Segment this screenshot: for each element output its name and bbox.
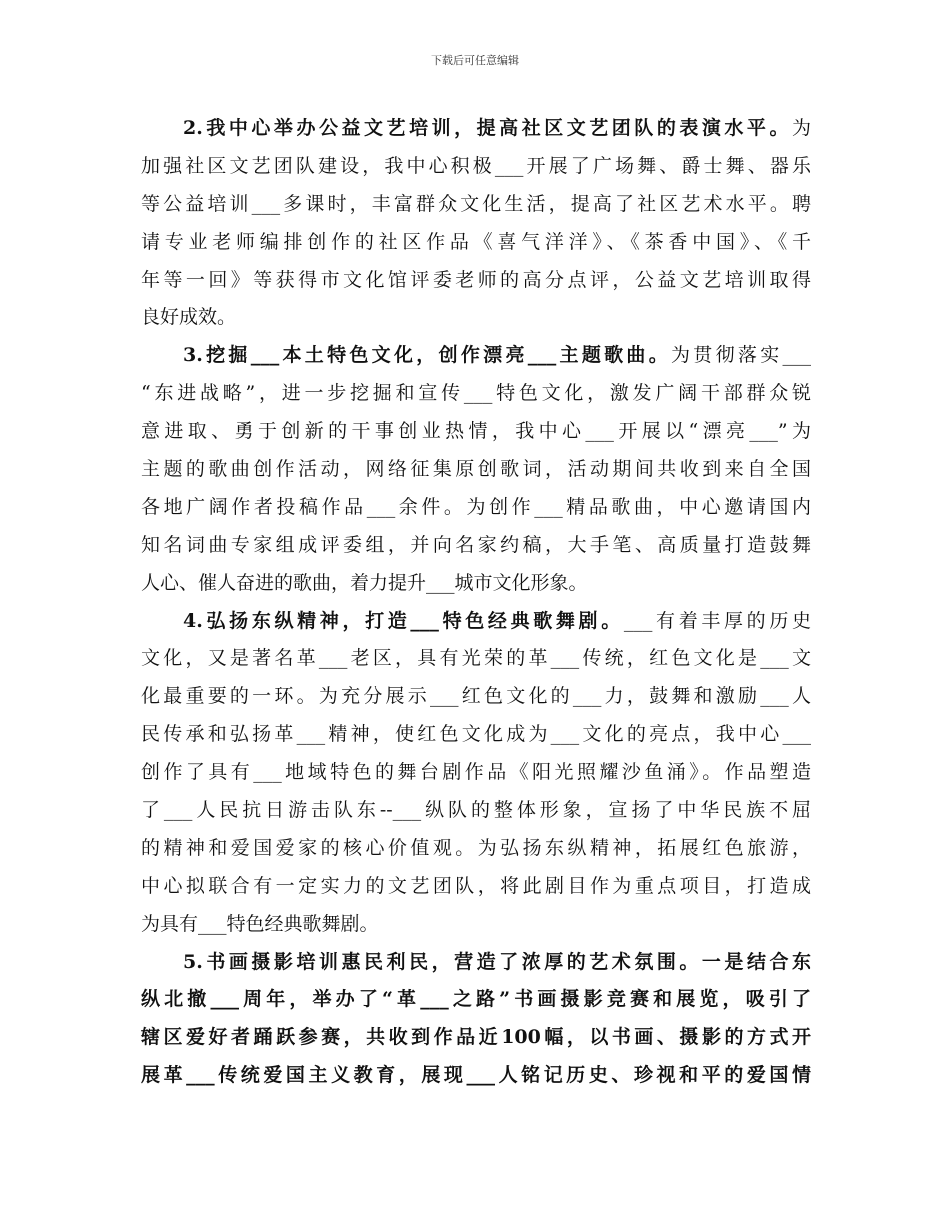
text-line <box>141 451 811 489</box>
text-line <box>141 148 811 186</box>
text-segment: 主题的歌曲创作活动，网络征集原创歌词，活动期间共收到来自全国 <box>141 458 811 481</box>
text-line <box>141 640 811 678</box>
text-segment: 各地广阔作者投稿作品___余件。为创作___精品歌曲，中心邀请国内 <box>141 495 811 518</box>
paragraph <box>141 944 811 1096</box>
text-segment: 化最重要的一环。为充分展示___红色文化的___力，鼓舞和激励___人 <box>141 685 811 708</box>
text-line <box>141 527 811 565</box>
text-segment: 加强社区文艺团队建设，我中心积极___开展了广场舞、爵士舞、器乐 <box>141 154 811 177</box>
text-segment: 人心、催人奋进的歌曲，着力提升___城市文化形象。 <box>141 571 588 594</box>
text-segment: 意进取、勇于创新的干事创业热情，我中心___开展以“漂亮___”为 <box>141 420 811 443</box>
text-segment: 创作了具有___地域特色的舞台剧作品《阳光照耀沙鱼涌》。作品塑造 <box>141 761 811 784</box>
paragraph <box>141 110 811 337</box>
text-segment: 为具有___特色经典歌舞剧。 <box>141 912 379 935</box>
text-line <box>141 944 811 982</box>
text-segment: 文化，又是著名革___老区，具有光荣的革___传统，红色文化是___文 <box>141 647 811 670</box>
text-line <box>141 337 811 375</box>
text-line <box>141 224 811 262</box>
bold-text-segment: 展革___传统爱国主义教育，展现___人铭记历史、珍视和平的爱国情 <box>141 1064 811 1087</box>
text-segment: 为 <box>791 117 811 139</box>
text-line <box>141 375 811 413</box>
text-line <box>141 792 811 830</box>
bold-text-segment: 辖区爱好者踊跃参赛，共收到作品近100幅，以书画、摄影的方式开 <box>141 1026 811 1049</box>
text-line <box>141 603 811 641</box>
bold-text-segment: 2.我中心举办公益文艺培训，提高社区文艺团队的表演水平。 <box>183 117 792 139</box>
bold-text-segment: 4.弘扬东纵精神，打造___特色经典歌舞剧。 <box>183 609 624 632</box>
text-segment: 的精神和爱国爱家的核心价值观。为弘扬东纵精神，拓展红色旅游， <box>141 836 811 859</box>
document-body <box>141 110 811 1095</box>
bold-text-segment: 3.挖掘___本土特色文化，创作漂亮___主题歌曲。 <box>183 344 672 367</box>
text-segment: 等公益培训___多课时，丰富群众文化生活，提高了社区艺术水平。聘 <box>141 192 811 215</box>
text-line <box>141 830 811 868</box>
paragraph <box>141 337 811 602</box>
text-line <box>141 489 811 527</box>
text-segment: 知名词曲专家组成评委组，并向名家约稿，大手笔、高质量打造鼓舞 <box>141 533 811 556</box>
text-line <box>141 981 811 1019</box>
text-segment: 民传承和弘扬革___精神，使红色文化成为___文化的亮点，我中心___ <box>141 723 811 746</box>
text-segment: 请专业老师编排创作的社区作品《喜气洋洋》、《茶香中国》、《千 <box>141 230 811 253</box>
text-line <box>141 716 811 754</box>
bold-text-segment: 5.书画摄影培训惠民利民，营造了浓厚的艺术氛围。一是结合东 <box>183 950 811 973</box>
page-header-note: 下载后可任意编辑 <box>431 54 519 67</box>
text-line <box>141 299 811 337</box>
text-line <box>141 186 811 224</box>
text-line <box>141 110 811 148</box>
text-line <box>141 1057 811 1095</box>
text-line <box>141 868 811 906</box>
text-segment: ___有着丰厚的历史 <box>623 609 811 632</box>
text-segment: 为贯彻落实___ <box>671 344 811 367</box>
text-line <box>141 1019 811 1057</box>
text-line <box>141 413 811 451</box>
text-line <box>141 565 811 603</box>
text-segment: 中心拟联合有一定实力的文艺团队，将此剧目作为重点项目，打造成 <box>141 874 811 897</box>
text-line <box>141 262 811 300</box>
text-segment: “东进战略”，进一步挖掘和宣传___特色文化，激发广阔干部群众锐 <box>141 382 811 405</box>
text-segment: 良好成效。 <box>141 306 237 329</box>
paragraph <box>141 603 811 944</box>
text-segment: 了___人民抗日游击队东--___纵队的整体形象，宣扬了中华民族不屈 <box>141 799 811 822</box>
text-line <box>141 678 811 716</box>
bold-text-segment: 纵北撤___周年，举办了“革___之路”书画摄影竞赛和展览，吸引了 <box>141 988 811 1011</box>
text-segment: 年等一回》等获得市文化馆评委老师的高分点评，公益文艺培训取得 <box>141 268 811 291</box>
text-line <box>141 754 811 792</box>
text-line <box>141 906 811 944</box>
